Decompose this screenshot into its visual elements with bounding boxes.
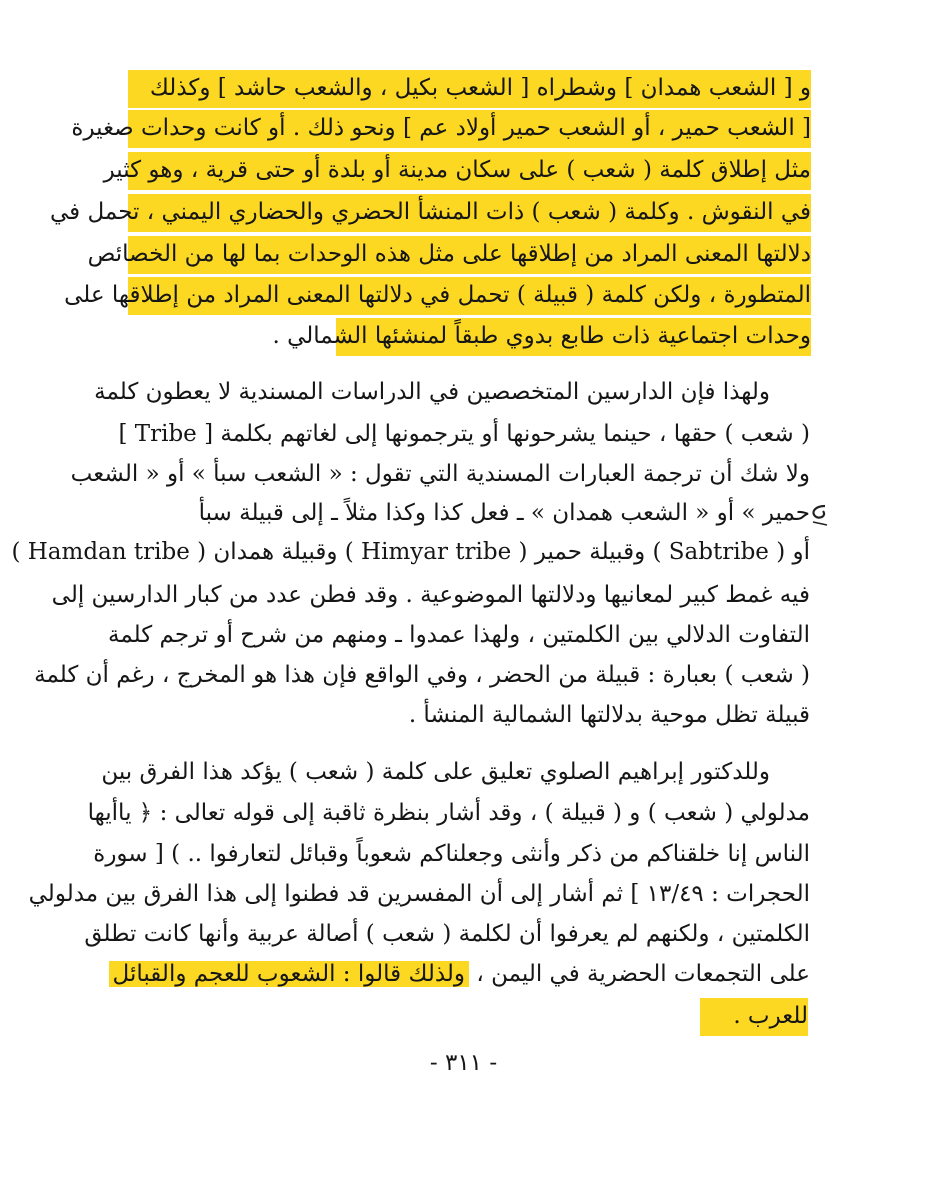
p3-line-1: وللدكتور إبراهيم الصلوي تعليق على كلمة ( شعب ) يؤكد هذا الفرق بين [101,759,770,785]
p2-line-3: ولا شك أن ترجمة العبارات المسندية التي تقول : « الشعب سبأ » أو « الشعب [70,461,810,487]
p2-line-2: ( شعب ) حقها ، حينما يشرحونها أو يترجمونها إلى لغاتهم بكلمة [ Tribe ] [118,421,810,447]
p1-line-4: في النقوش . وكلمة ( شعب ) ذات المنشأ الحضري والحضاري اليمني ، تحمل في [128,194,811,232]
p2-line-1: ولهذا فإن الدارسين المتخصصين في الدراسات المسندية لا يعطون كلمة [94,379,770,405]
p3-line-6-highlight: ولذلك قالوا : الشعوب للعجم والقبائل [109,961,470,987]
p3-line-5: الكلمتين ، ولكنهم لم يعرفوا أن لكلمة ( شعب ) أصالة عربية وأنها كانت تطلق [84,921,810,947]
p2-line-8: ( شعب ) بعبارة : قبيلة من الحضر ، وفي الواقع فإن هذا هو المخرج ، رغم أن كلمة [34,662,810,688]
p2-line-6: فيه غمط كبير لمعانيها ودلالتها الموضوعية . وقد فطن عدد من كبار الدارسين إلى [51,582,810,608]
p3-line-7: للعرب . [700,998,808,1036]
p1-line-5: دلالتها المعنى المراد من إطلاقها على مثل هذه الوحدات بما لها من الخصائص [128,236,811,274]
p2-line-9: قبيلة تظل موحية بدلالتها الشمالية المنشأ . [408,702,810,728]
p2-line-7: التفاوت الدلالي بين الكلمتين ، ولهذا عمدوا ـ ومنهم من شرح أو ترجم كلمة [108,622,810,648]
p2-line-5: أو ( Sabtribe ) وقبيلة حمير ( Himyar tribe ) وقبيلة همدان ( Hamdan tribe ) [11,539,810,565]
page-number: - ٣١١ - [429,1050,498,1076]
p1-line-1: و [ الشعب همدان ] وشطراه [ الشعب بكيل ، والشعب حاشد ] وكذلك [128,70,811,108]
p1-line-2: [ الشعب حمير ، أو الشعب حمير أولاد عم ] ونحو ذلك . أو كانت وحدات صغيرة [128,110,811,148]
margin-mark-icon [805,498,833,532]
p3-line-4: الحجرات : ١٣/٤٩ ] ثم أشار إلى أن المفسرين قد فطنوا إلى هذا الفرق بين مدلولي [28,881,810,907]
p3-line-6-text: على التجمعات الحضرية في اليمن ، [476,961,810,987]
p2-line-4: حمير » أو « الشعب همدان » ـ فعل كذا وكذا مثلاً ـ إلى قبيلة سبأ [198,500,810,526]
p1-line-6: المتطورة ، ولكن كلمة ( قبيلة ) تحمل في دلالتها المعنى المراد من إطلاقها على [128,277,811,315]
p3-line-2: مدلولي ( شعب ) و ( قبيلة ) ، وقد أشار بنظرة ثاقبة إلى قوله تعالى : ﴿ ياأيها [87,800,810,826]
p3-line-3: الناس إنا خلقناكم من ذكر وأنثى وجعلناكم شعوباً وقبائل لتعارفوا .. ) [ سورة [93,841,810,867]
p1-line-7: وحدات اجتماعية ذات طابع بدوي طبقاً لمنشئها الشمالي . [336,318,811,356]
p1-line-3: مثل إطلاق كلمة ( شعب ) على سكان مدينة أو بلدة أو حتى قرية ، وهو كثير [128,152,811,190]
p3-line-6 [112,956,810,994]
